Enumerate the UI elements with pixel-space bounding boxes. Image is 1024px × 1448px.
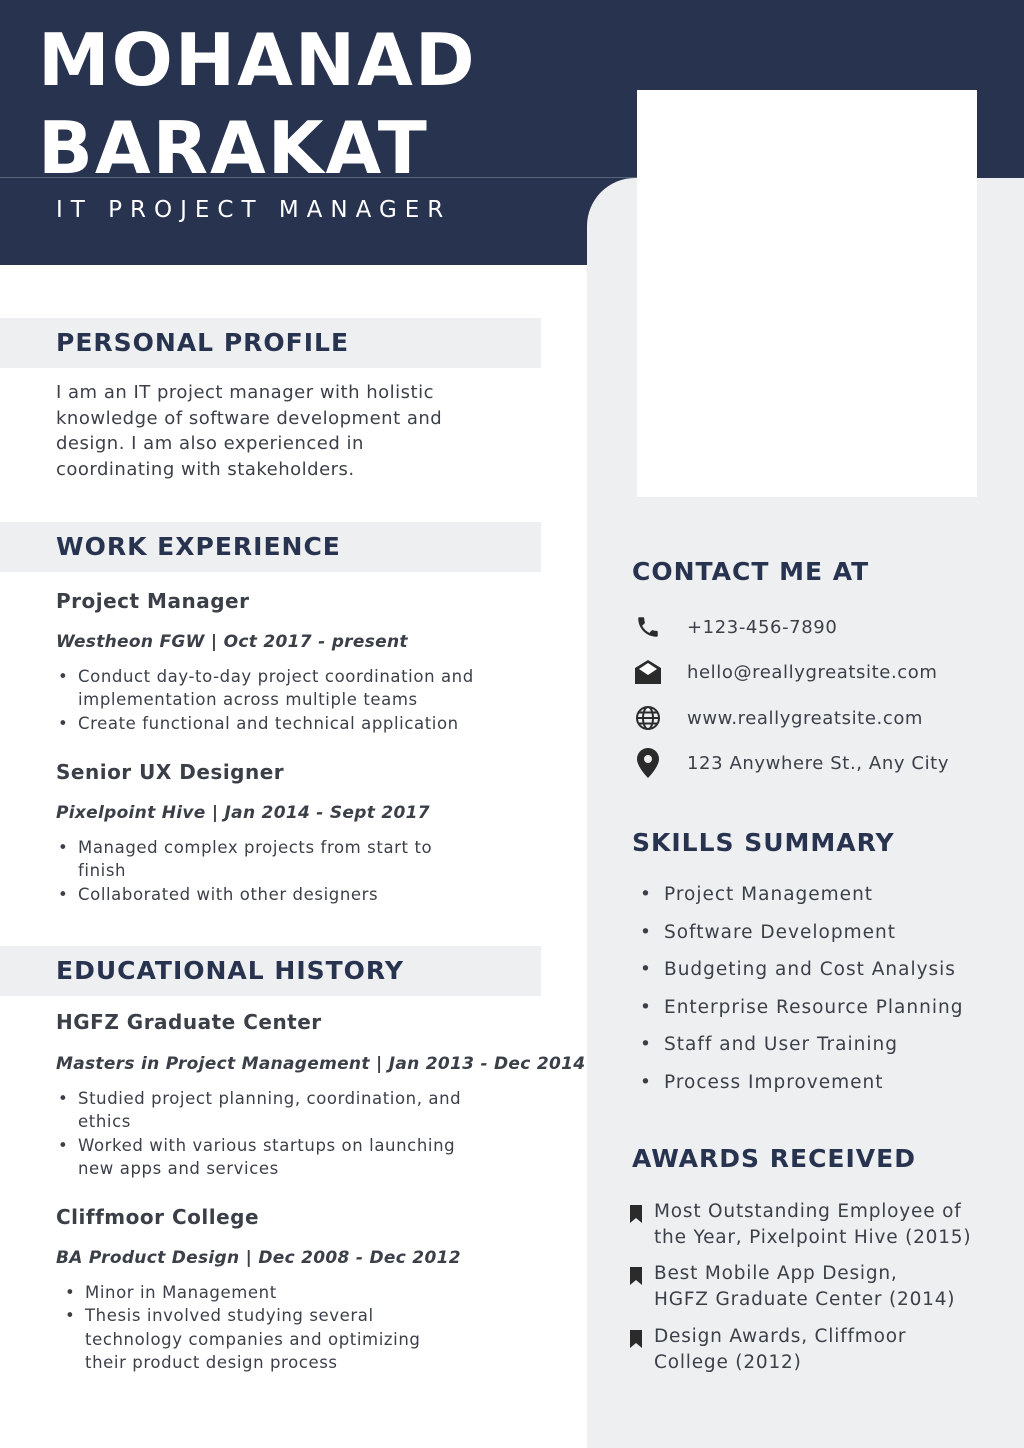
skill-item: • Enterprise Resource Planning: [640, 995, 963, 1033]
school-name: HGFZ Graduate Center: [56, 1010, 322, 1034]
job-role: Project Manager: [56, 589, 250, 613]
envelope-icon: [633, 657, 663, 687]
contact-text: 123 Anywhere St., Any City: [687, 752, 950, 774]
first-name: MOHANAD: [38, 18, 477, 102]
school-bullets: [56, 1087, 461, 1180]
skill-item: • Process Improvement: [640, 1070, 963, 1108]
school-meta: Masters in Project Management | Jan 2013 - Dec 2014: [56, 1054, 586, 1074]
school-name: Cliffmoor College: [56, 1205, 260, 1229]
phone-icon: [633, 612, 663, 642]
profile-line: coordinating with stakeholders.: [56, 459, 355, 481]
job-bullets: [56, 665, 474, 735]
bullet-item: • Create functional and technical application: [56, 712, 474, 735]
contact-text: www.reallygreatsite.com: [687, 707, 924, 729]
contact-phone: [633, 612, 838, 642]
globe-icon: [633, 703, 663, 733]
job-meta: Westheon FGW | Oct 2017 - present: [56, 632, 408, 652]
job-role: Senior UX Designer: [56, 760, 285, 784]
skills-list: [640, 882, 963, 1107]
skill-item: • Budgeting and Cost Analysis: [640, 957, 963, 995]
section-title-skills: SKILLS SUMMARY: [632, 828, 895, 857]
profile-line: design. I am also experienced in: [56, 433, 364, 455]
profile-line: I am an IT project manager with holistic: [56, 382, 434, 403]
section-title-work: WORK EXPERIENCE: [56, 532, 341, 561]
skill-item: • Project Management: [640, 882, 963, 920]
section-title-awards: AWARDS RECEIVED: [632, 1144, 916, 1173]
bullet-item: • Managed complex projects from start to finish: [56, 836, 432, 883]
profile-photo: [637, 90, 977, 497]
bullet-item: • Studied project planning, coordination, and ethics: [56, 1087, 461, 1134]
skill-item: • Staff and User Training: [640, 1032, 963, 1070]
bullet-item: • Minor in Management: [63, 1281, 420, 1304]
bullet-item: • Worked with various startups on launching new apps and services: [56, 1134, 461, 1181]
bullet-item: • Conduct day-to-day project coordination and implementation across multiple teams: [56, 665, 474, 712]
bookmark-icon: [630, 1205, 642, 1223]
location-pin-icon: [633, 748, 663, 778]
contact-website: [633, 703, 924, 733]
bullet-item: • Collaborated with other designers: [56, 883, 432, 906]
section-title-contact: CONTACT ME AT: [632, 557, 870, 586]
skill-item: • Software Development: [640, 920, 963, 958]
bookmark-icon: [630, 1267, 642, 1285]
bookmark-icon: [630, 1330, 642, 1348]
contact-email: [633, 657, 938, 687]
job-bullets: [56, 836, 432, 906]
section-title-education: EDUCATIONAL HISTORY: [56, 956, 404, 985]
job-title: IT PROJECT MANAGER: [56, 197, 452, 223]
school-bullets: [63, 1281, 420, 1374]
profile-text: [56, 380, 496, 483]
contact-text: +123-456-7890: [687, 616, 838, 638]
section-title-profile: PERSONAL PROFILE: [56, 328, 350, 357]
bullet-item: • Thesis involved studying several technology companies and optimizing their product design process: [63, 1304, 420, 1374]
contact-text: hello@reallygreatsite.com: [687, 661, 938, 683]
contact-address: [633, 748, 950, 778]
last-name: BARAKAT: [38, 106, 429, 190]
job-meta: Pixelpoint Hive | Jan 2014 - Sept 2017: [56, 803, 430, 823]
profile-line: knowledge of software development and: [56, 407, 443, 429]
school-meta: BA Product Design | Dec 2008 - Dec 2012: [56, 1248, 461, 1268]
